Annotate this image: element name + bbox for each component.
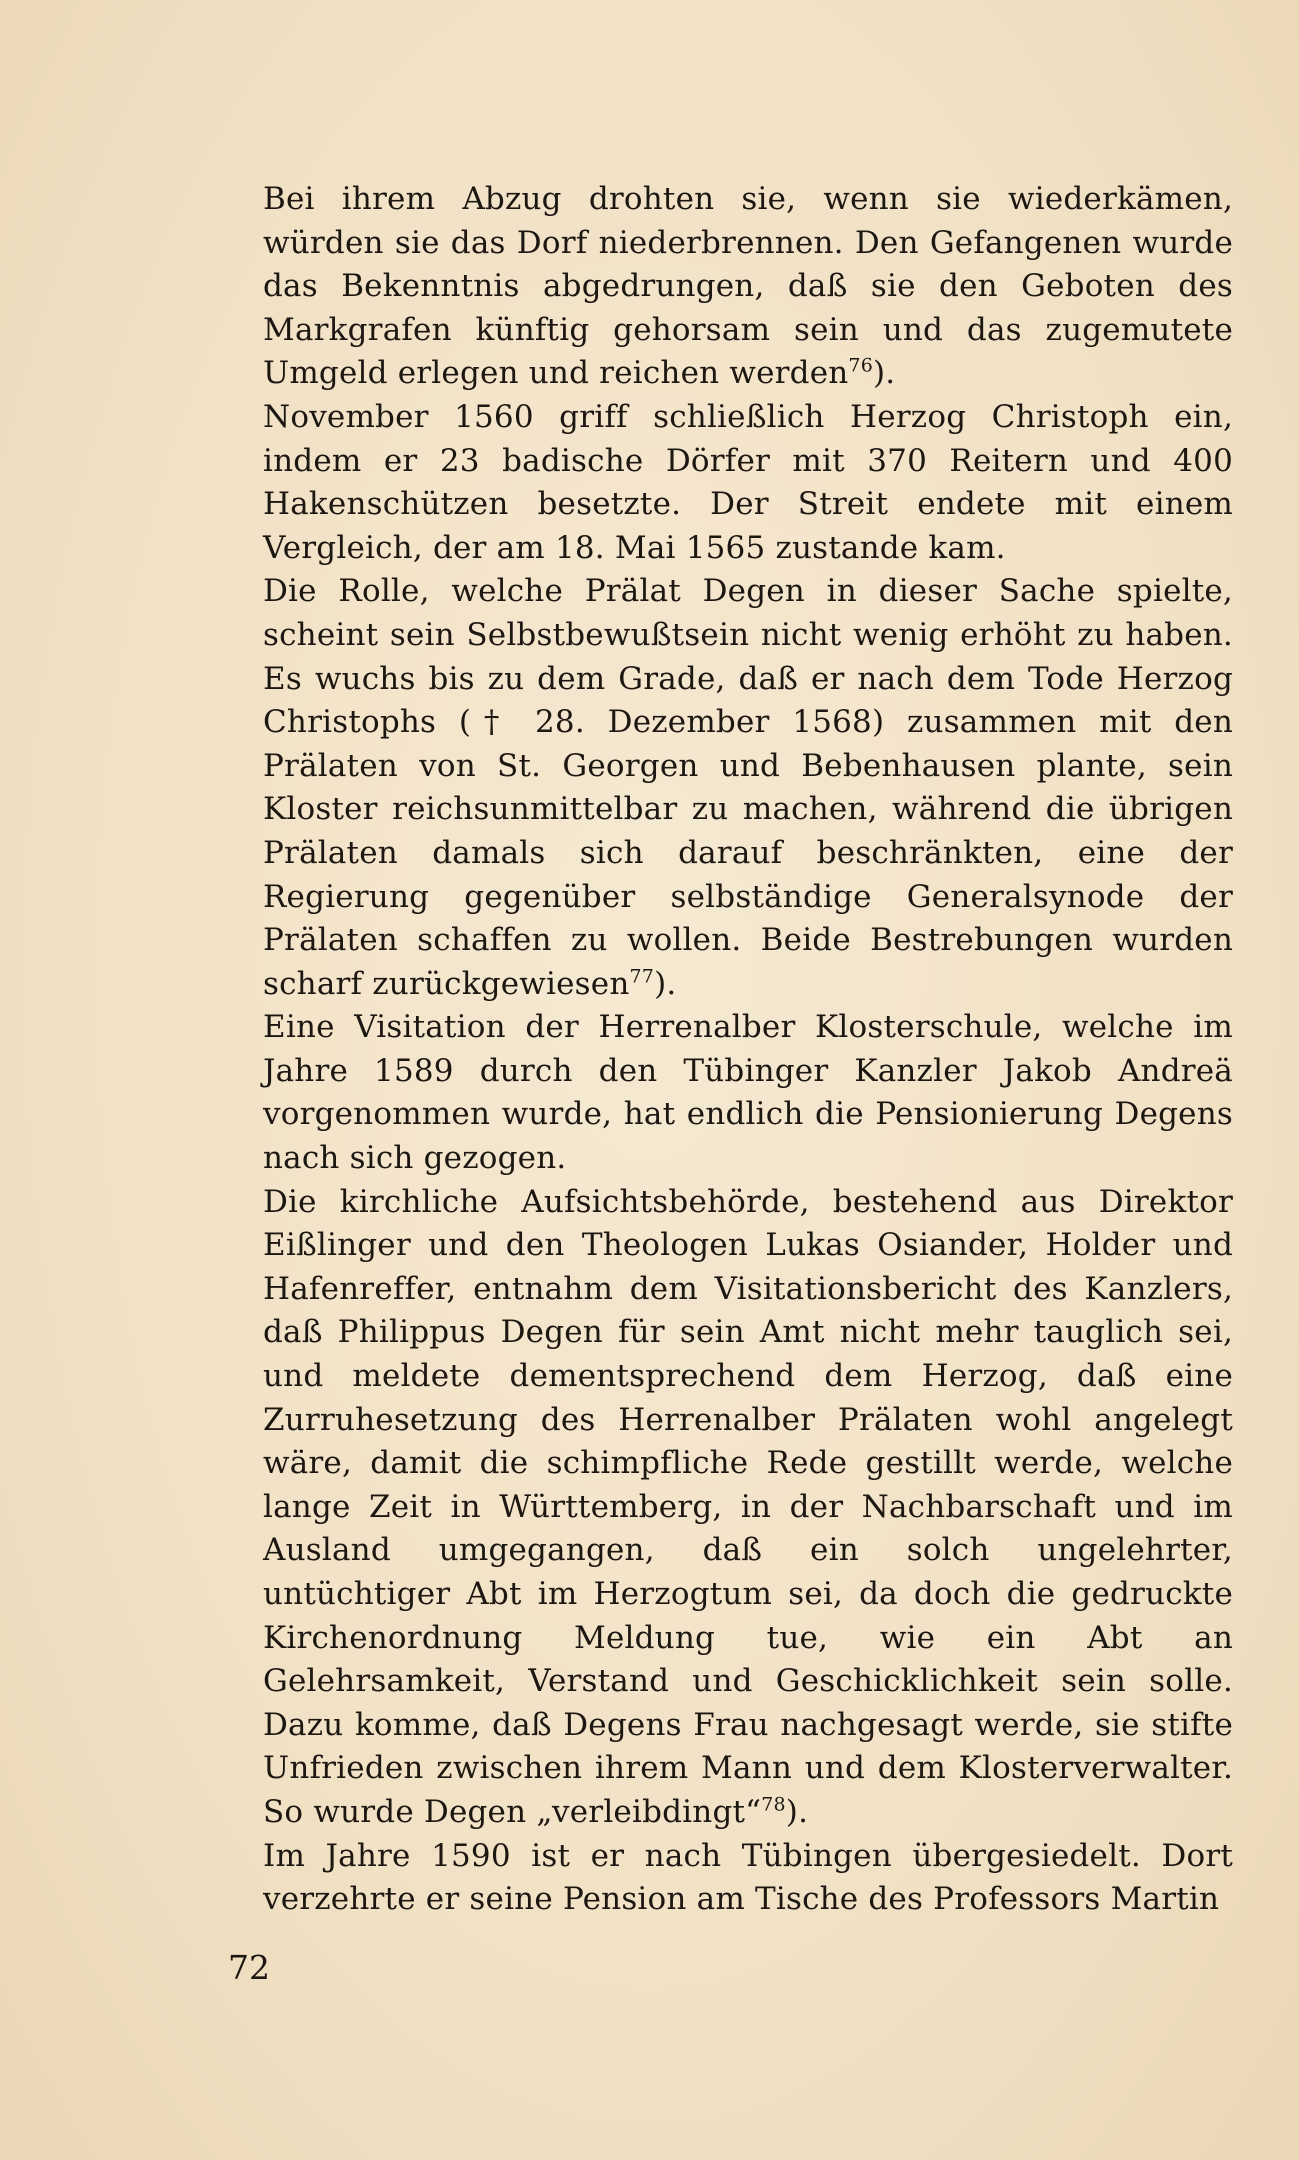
paragraph-1: Bei ihrem Abzug drohten sie, wenn sie wiederkämen, würden sie das Dorf niederbrennen. Den Gefangenen wurde das Bekenntnis abgedrungen, daß sie den Geboten des Markgrafen künftig gehorsam sein und das zugemutete Umgeld erlegen und reichen werden$^{76}$). [263, 181, 1233, 392]
footnote-ref-77: 77 [629, 965, 655, 988]
paragraph-3: Die Rolle, welche Prälat Degen in dieser Sache spielte, scheint sein Selbstbewußtsein nicht wenig erhöht zu haben. Es wuchs bis zu dem Grade, daß er nach dem Tode Herzog Christophs († 28. Dezember 1568) zusammen mit den Prälaten von St. Georgen und Bebenhausen plante, sein Kloster reichsunmittelbar zu machen, während die übrigen Prälaten damals sich darauf beschränkten, eine der Regierung gegenüber selbständige Generalsynode der Prälaten schaffen zu wollen. Beide Bestrebungen wurden scharf zurückgewiesen$^{77}$). [263, 573, 1233, 1002]
body-text [263, 178, 1233, 1922]
paragraph-5: Die kirchliche Aufsichtsbehörde, bestehend aus Direktor Eißlinger und den Theologen Lukas Osiander, Holder und Hafenreffer, entnahm dem Visitationsbericht des Kanzlers, daß Philippus Degen für sein Amt nicht mehr tauglich sei, und meldete dementsprechend dem Herzog, daß eine Zurruhesetzung des Herrenalber Prälaten wohl angelegt wäre, damit die schimpfliche Rede gestillt werde, welche lange Zeit in Württemberg, in der Nachbarschaft und im Ausland umgegangen, daß ein solch ungelehrter, untüchtiger Abt im Herzogtum sei, da doch die gedruckte Kirchenordnung Meldung tue, wie ein Abt an Gelehrsamkeit, Verstand und Geschicklichkeit sein solle. Dazu komme, daß Degens Frau nachgesagt werde, sie stifte Unfrieden zwischen ihrem Mann und dem Klosterverwalter. So wurde Degen „verleibdingt“$^{78}$). [263, 1183, 1233, 1830]
footnote-ref-78: 78 [761, 1793, 786, 1816]
footnote-ref-76: 76 [848, 355, 873, 378]
paragraph-4: Eine Visitation der Herrenalber Klosterschule, welche im Jahre 1589 durch den Tübinger Kanzler Jakob Andreä vorgenommen wurde, hat endlich die Pensionierung Degens nach sich gezogen. [263, 1009, 1233, 1177]
paragraph-2: November 1560 griff schließlich Herzog Christoph ein, indem er 23 badische Dörfer mit 370 Reitern und 400 Hakenschützen besetzte. Der Streit endete mit einem Vergleich, der am 18. Mai 1565 zustande kam. [263, 398, 1233, 566]
page-number: 72 [228, 1948, 270, 1987]
paragraph-6: Im Jahre 1590 ist er nach Tübingen übergesiedelt. Dort verzehrte er seine Pension am Tische des Professors Martin [263, 1837, 1233, 1918]
